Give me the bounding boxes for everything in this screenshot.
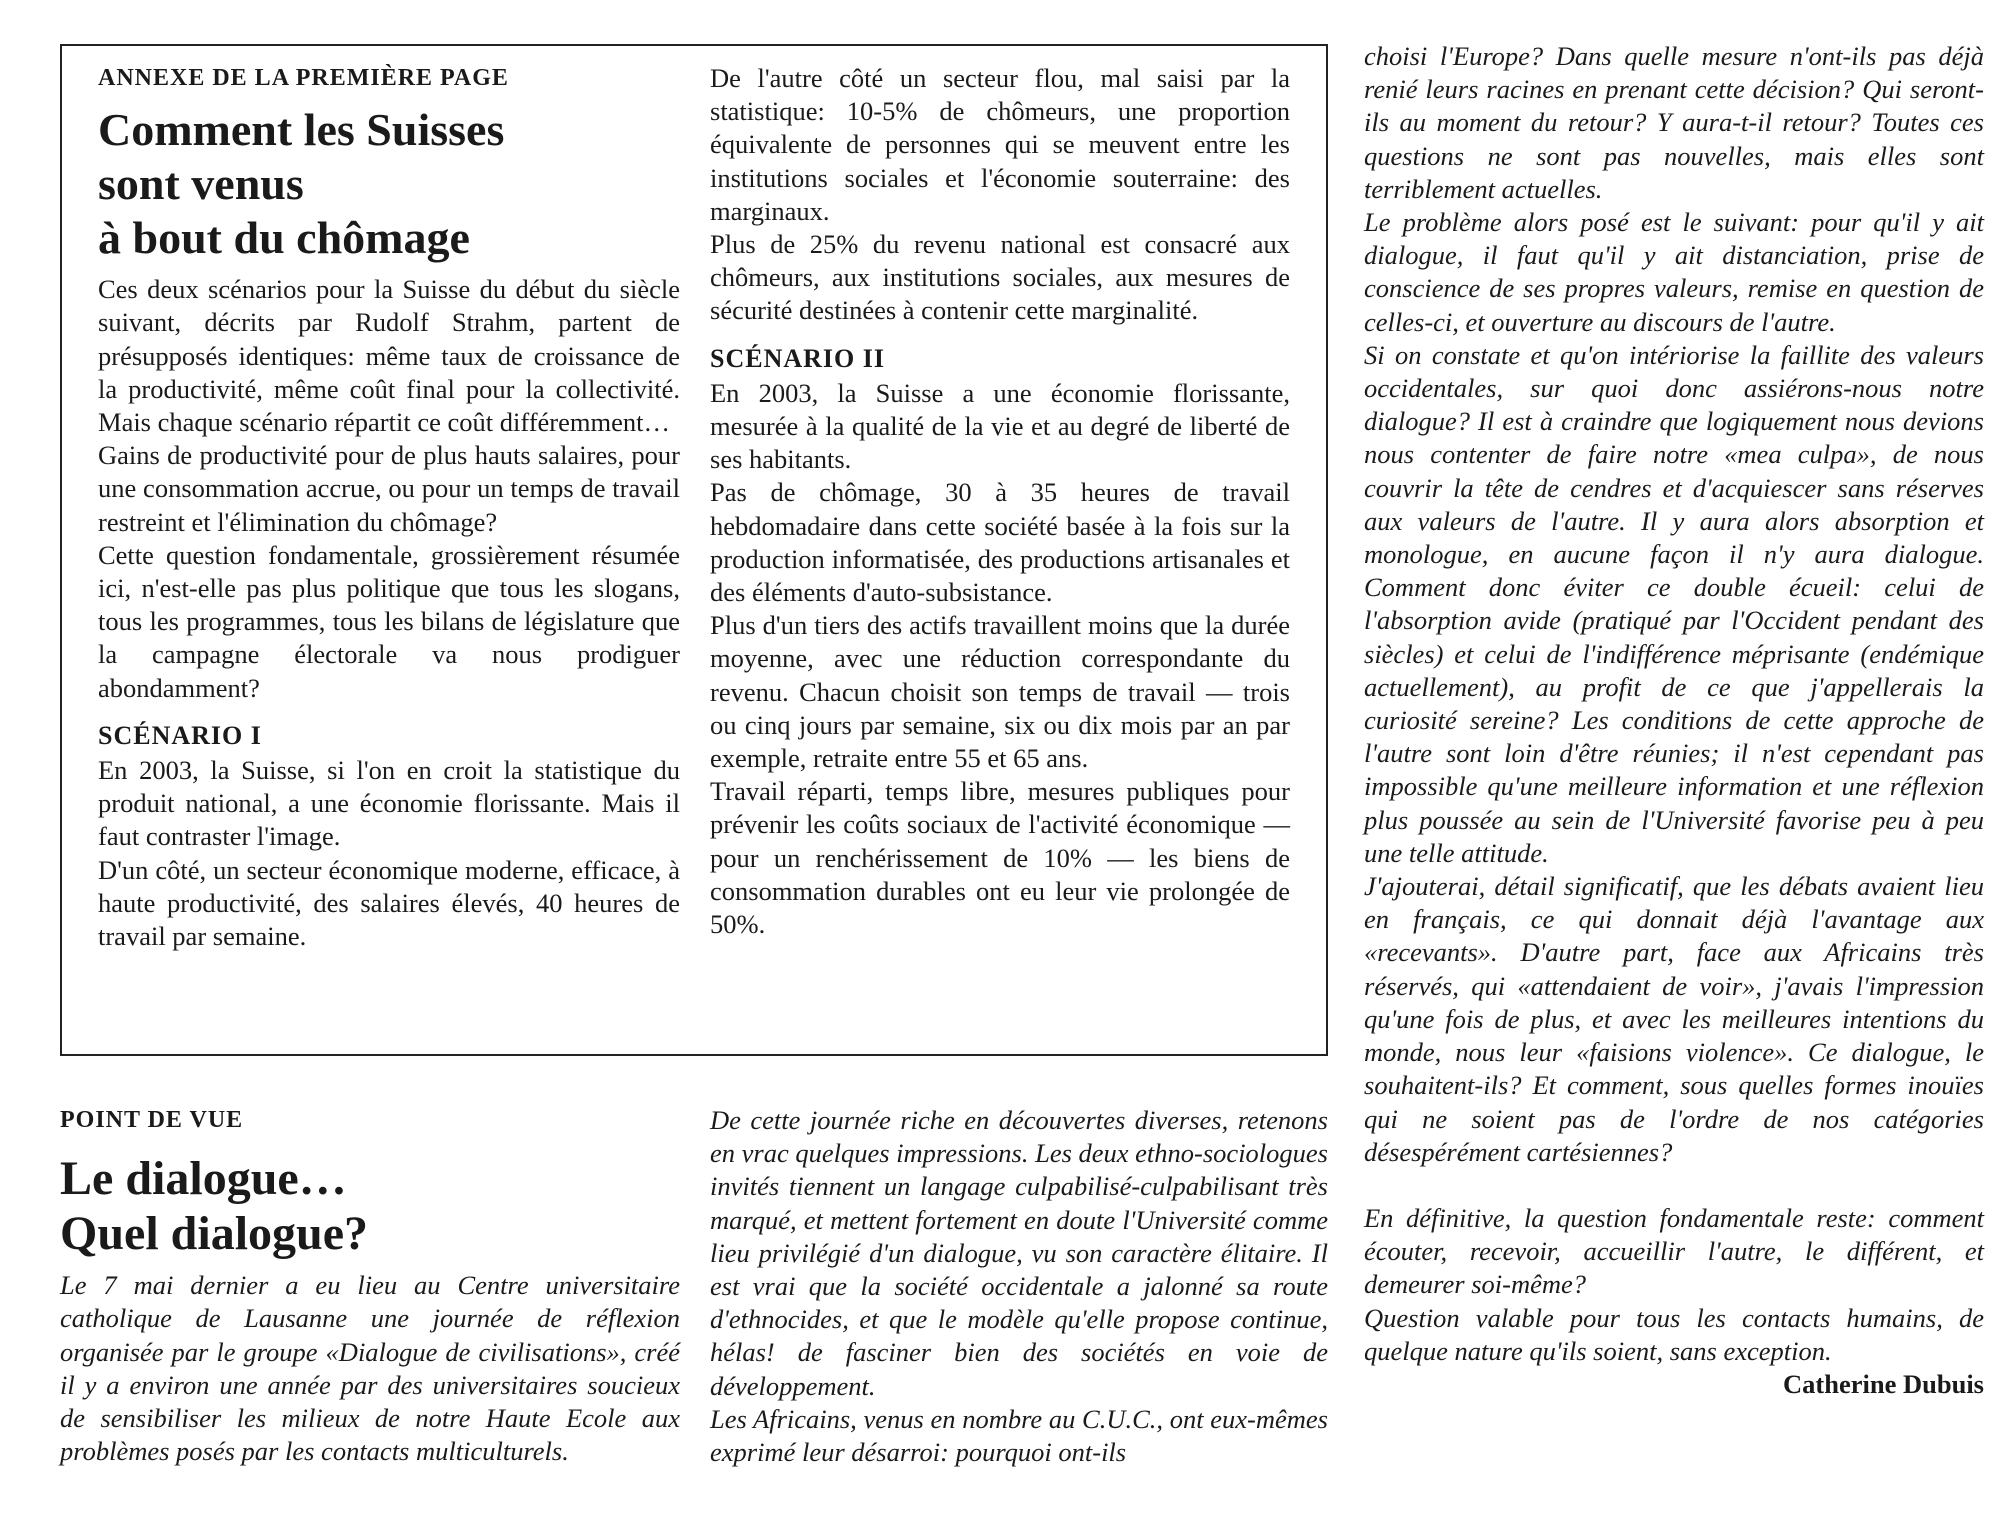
paragraph: De cette journée riche en découvertes diverses, retenons en vrac quelques impressions. Les deux ethno-sociologues invités tiennent un langage culpabilisé-culpabilisant très marqué, et mettent fortement en doute l'Université comme lieu privilégié d'un dialogue, vu son caractère élitaire. Il est vrai que la société occidentale a jalonné sa route d'ethnocides, et que le modèle qu'elle propose continue, hélas! de fasciner bien des sociétés en voie de développement. xyxy=(710,1105,1328,1401)
paragraph: En 2003, la Suisse, si l'on en croit la statistique du produit national, a une économie florissante. Mais il faut contraster l'image. xyxy=(98,755,680,852)
paragraph: Si on constate et qu'on intériorise la faillite des valeurs occidentales, sur quoi donc assiérons-nous notre dialogue? Il est à craindre que logiquement nous devions nous contenter de faire notre «mea culpa», de nous couvrir la tête de cendres et d'acquiescer sans réserves aux valeurs de l'autre. Il y aura alors absorption et monologue, en aucune façon il n'y aura dialogue. Comment donc éviter ce double écueil: celui de l'absorption avide (pratiqué par l'Occident pendant des siècles) et celui de l'indifférence méprisante (endémique actuellement), au profit de ce que j'appellerais la curiosité sereine? Les conditions de cette approche de l'autre sont loin d'être réunies; il n'est cependant pas impossible qu'une meilleure information et une réflexion plus poussée au sein de l'Université favorise peu à peu une telle attitude. xyxy=(1364,339,1984,868)
annexe-headline-line-3: à bout du chômage xyxy=(98,212,470,264)
pdv-column-3 xyxy=(1364,40,1984,1401)
pdv-column-2 xyxy=(710,1104,1328,1469)
paragraph: En définitive, la question fondamentale reste: comment écouter, recevoir, accueillir l'autre, le différent, et demeurer soi-même? xyxy=(1364,1202,1984,1300)
pdv-headline-line-2: Quel dialogue? xyxy=(60,1207,369,1261)
pdv-headline xyxy=(60,1151,680,1261)
paragraph: Le 7 mai dernier a eu lieu au Centre universitaire catholique de Lausanne une journée de réflexion organisée par le groupe «Dialogue de civilisations», créé il y a environ une année par des universitaires soucieux de sensibiliser les milieux de notre Haute Ecole aux problèmes posés par les contacts multiculturels. xyxy=(60,1270,680,1467)
annexe-headline-line-2: sont venus xyxy=(98,158,304,210)
pdv-column-1 xyxy=(60,1104,680,1468)
paragraph: Question valable pour tous les contacts humains, de quelque nature qu'ils soient, sans exception. xyxy=(1364,1302,1984,1366)
paragraph: Ces deux scénarios pour la Suisse du début du siècle suivant, décrits par Rudolf Strahm, partent de présupposés identiques: même taux de croissance de la productivité, même coût final pour la collectivité. Mais chaque scénario répartit ce coût différemment… xyxy=(98,274,680,438)
paragraph: Plus d'un tiers des actifs travaillent moins que la durée moyenne, avec une réduction correspondante du revenu. Chacun choisit son temps de travail — trois ou cinq jours par semaine, six ou dix mois par an par exemple, retraite entre 55 et 65 ans. xyxy=(710,610,1290,774)
paragraph: D'un côté, un secteur économique moderne, efficace, à haute productivité, des salaires élevés, 40 heures de travail par semaine. xyxy=(98,854,680,952)
paragraph: Gains de productivité pour de plus hauts salaires, pour une consommation accrue, ou pour un temps de travail restreint et l'élimination du chômage? xyxy=(98,440,680,537)
pdv-kicker: POINT DE VUE xyxy=(60,1107,244,1133)
paragraph: Le problème alors posé est le suivant: pour qu'il y ait dialogue, il faut qu'il y ait distanciation, prise de conscience de ses propres valeurs, remise en question de celles-ci, et ouverture au discours de l'autre. xyxy=(1364,207,1984,337)
pdv-headline-line-1: Le dialogue… xyxy=(60,1152,347,1206)
paragraph: choisi l'Europe? Dans quelle mesure n'ont-ils pas déjà renié leurs racines en prenant cette décision? Qui seront-ils au moment du retour? Y aura-t-il retour? Toutes ces questions ne sont pas nouvelles, mais elles sont terriblement actuelles. xyxy=(1364,41,1984,204)
annexe-kicker: ANNEXE DE LA PREMIÈRE PAGE xyxy=(98,65,509,91)
paragraph: De l'autre côté un secteur flou, mal saisi par la statistique: 10-5% de chômeurs, une proportion équivalente de personnes qui se meuvent entre les institutions sociales et l'économie souterraine: des marginaux. xyxy=(710,63,1290,226)
paragraph-gap xyxy=(1364,1169,1984,1202)
paragraph: Les Africains, venus en nombre au C.U.C., ont eux-mêmes exprimé leur désarroi: pourquoi ont-ils xyxy=(710,1403,1328,1468)
annexe-headline-line-1: Comment les Suisses xyxy=(98,104,505,156)
author-signature: Catherine Dubuis xyxy=(1783,1368,1984,1399)
annexe-headline xyxy=(98,103,680,265)
paragraph: Plus de 25% du revenu national est consacré aux chômeurs, aux institutions sociales, aux mesures de sécurité destinées à contenir cette marginalité. xyxy=(710,229,1290,326)
scenario-1-title: SCÉNARIO I xyxy=(98,720,262,750)
annexe-column-1 xyxy=(98,62,680,953)
scenario-2-title: SCÉNARIO II xyxy=(710,343,885,373)
paragraph: J'ajouterai, détail significatif, que les débats avaient lieu en français, ce qui donnait déjà l'avantage aux «recevants». D'autre part, face aux Africains très réservés, qui «attendaient de voir», j'avais l'impression qu'une fois de plus, et avec les meilleures intentions du monde, nous leur «faisions violence». Ce dialogue, le souhaitent-ils? Et comment, sous quelles formes inouïes qui ne soient pas de l'ordre de nos catégories désespérément cartésiennes? xyxy=(1364,871,1984,1167)
paragraph: Pas de chômage, 30 à 35 heures de travail hebdomadaire dans cette société basée à la fois sur la production informatisée, des productions artisanales et des éléments d'auto-subsistance. xyxy=(710,477,1290,608)
paragraph: Cette question fondamentale, grossièrement résumée ici, n'est-elle pas plus politique que tous les slogans, tous les programmes, tous les bilans de législature que la campagne électorale va nous prodiguer abondamment? xyxy=(98,539,680,703)
paragraph: En 2003, la Suisse a une économie florissante, mesurée à la qualité de la vie et au degré de liberté de ses habitants. xyxy=(710,377,1290,475)
paragraph: Travail réparti, temps libre, mesures publiques pour prévenir les coûts sociaux de l'activité économique — pour un renchérissement de 10% — les biens de consommation durables ont eu leur vie prolongée de 50%. xyxy=(710,776,1290,940)
annexe-column-2 xyxy=(710,62,1290,941)
